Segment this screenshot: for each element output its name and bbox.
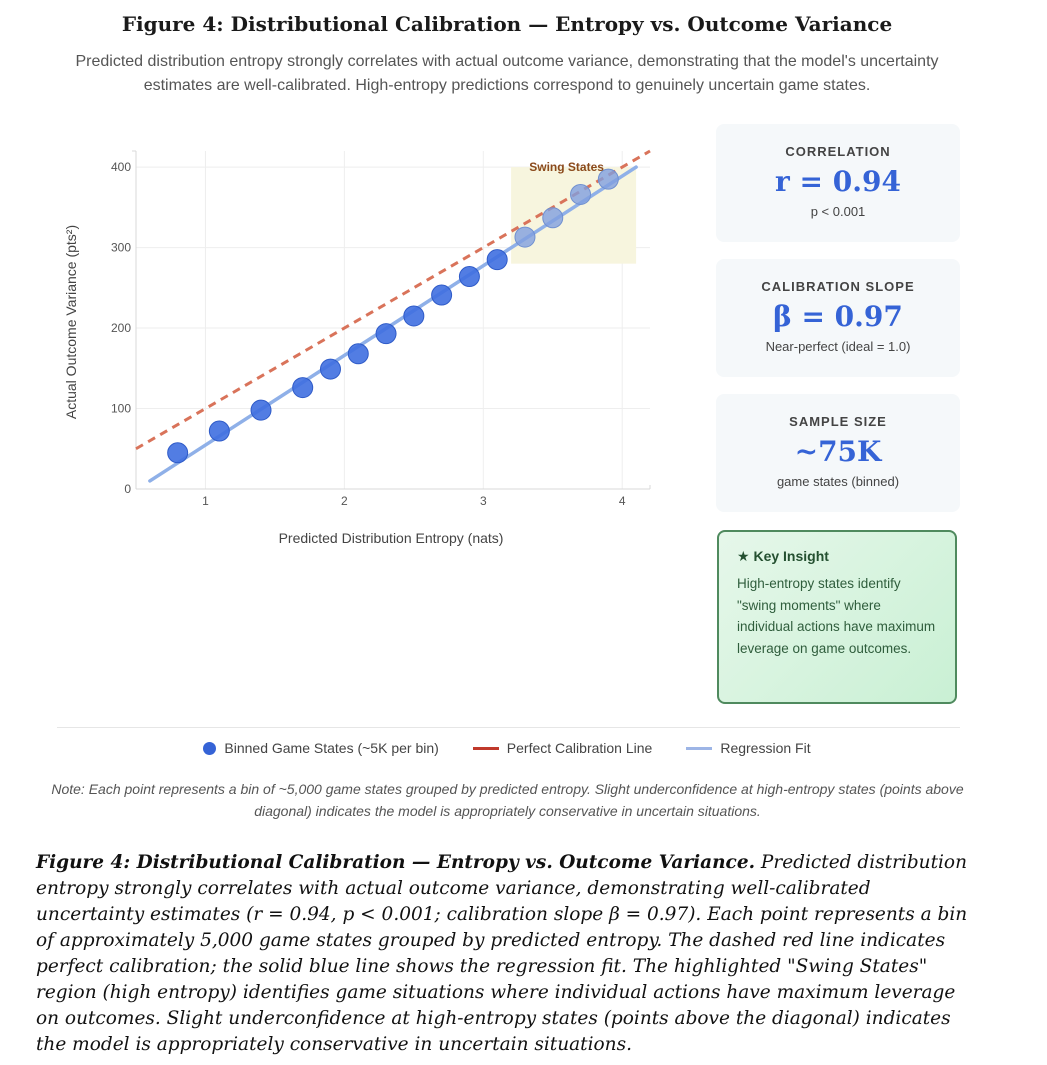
- data-point: [404, 306, 424, 326]
- data-point: [376, 324, 396, 344]
- data-point: [251, 400, 271, 420]
- data-point: [432, 285, 452, 305]
- legend-blue-line-icon: [686, 747, 712, 750]
- chart-note: Note: Each point represents a bin of ~5,000 game states grouped by predicted entropy. Slight underconfidence at high-entropy states (points above diagonal) indicates the model is appropriately conservative in uncertain situations.: [51, 781, 964, 819]
- correlation-label: CORRELATION: [785, 144, 891, 159]
- data-point: [209, 421, 229, 441]
- sample-value: ~75K: [794, 435, 882, 468]
- swing-states-label: Swing States: [529, 160, 604, 175]
- slope-sub: Near-perfect (ideal = 1.0): [765, 339, 911, 354]
- figure-subtitle: Predicted distribution entropy strongly correlates with actual outcome variance, demonstrating that the model's uncertainty estimates are well-calibrated. High-entropy predictions correspond to genuinely uncertain game states.: [75, 53, 939, 94]
- correlation-value: r = 0.94: [775, 165, 901, 198]
- x-tick-label: 4: [618, 494, 626, 508]
- y-tick-label: 300: [110, 240, 131, 255]
- data-point: [571, 184, 591, 204]
- sample-sub: game states (binned): [776, 474, 900, 489]
- data-point: [293, 378, 313, 398]
- figure-title: Figure 4: Distributional Calibration — Entropy vs. Outcome Variance: [121, 12, 893, 36]
- slope-value: β = 0.97: [773, 300, 903, 333]
- legend-label-perfect: Perfect Calibration Line: [506, 740, 653, 756]
- x-tick-label: 2: [341, 494, 348, 508]
- legend-red-line-icon: [473, 747, 499, 750]
- caption-bold: Figure 4: Distributional Calibration — Entropy vs. Outcome Variance.: [36, 852, 756, 873]
- data-point: [348, 344, 368, 364]
- sample-label: SAMPLE SIZE: [789, 414, 887, 429]
- y-tick-label: 0: [124, 482, 131, 496]
- sample-size-card: [716, 394, 960, 512]
- insight-title: [737, 548, 937, 565]
- data-point: [459, 267, 479, 287]
- y-axis-label: Actual Outcome Variance (pts²): [63, 224, 79, 420]
- scatter-chart: [0, 110, 700, 560]
- legend-dot-icon: [203, 742, 216, 755]
- x-tick-label: 3: [479, 494, 487, 508]
- key-insight-box: [717, 530, 957, 704]
- figure-caption: [36, 850, 976, 1058]
- y-tick-label: 400: [110, 160, 131, 175]
- x-axis-label: Predicted Distribution Entropy (nats): [278, 530, 504, 546]
- star-icon: ★: [737, 548, 750, 564]
- data-point: [168, 443, 188, 463]
- divider: [57, 727, 960, 728]
- data-point: [515, 227, 535, 247]
- legend-label-points: Binned Game States (~5K per bin): [224, 740, 439, 756]
- caption-text: Predicted distribution entropy strongly correlates with actual outcome variance, demonstrating well-calibrated uncertainty estimates (r = 0.94, p < 0.001; calibration slope β = 0.97). Each point represents a bin of approximately 5,000 game states grouped by predicted entropy. The dashed red line indicates perfect calibration; the solid blue line shows the regression fit. The highlighted "Swing States" region (high entropy) identifies game situations where individual actions have maximum leverage on outcomes. Slight underconfidence at high-entropy states (points above the diagonal) indicates the model is appropriately conservative in uncertain situations.: [36, 852, 968, 1055]
- data-point: [320, 359, 340, 379]
- legend-item-points: [203, 740, 438, 756]
- legend-item-regression: [686, 740, 810, 756]
- calibration-slope-card: [716, 259, 960, 377]
- correlation-card: [716, 124, 960, 242]
- legend-item-perfect: [473, 740, 653, 756]
- legend-label-regression: Regression Fit: [720, 740, 811, 756]
- y-tick-label: 100: [110, 401, 131, 416]
- y-tick-label: 200: [110, 321, 131, 336]
- correlation-pvalue: p < 0.001: [810, 204, 866, 219]
- insight-title-text: Key Insight: [753, 548, 829, 564]
- data-point: [543, 208, 563, 228]
- x-tick-label: 1: [202, 494, 209, 508]
- insight-text: High-entropy states identify "swing moments" where individual actions have maximum leverage on game outcomes.: [737, 576, 936, 656]
- slope-label: CALIBRATION SLOPE: [761, 279, 915, 294]
- points: [168, 169, 619, 463]
- legend: [0, 740, 1014, 756]
- data-point: [487, 250, 507, 270]
